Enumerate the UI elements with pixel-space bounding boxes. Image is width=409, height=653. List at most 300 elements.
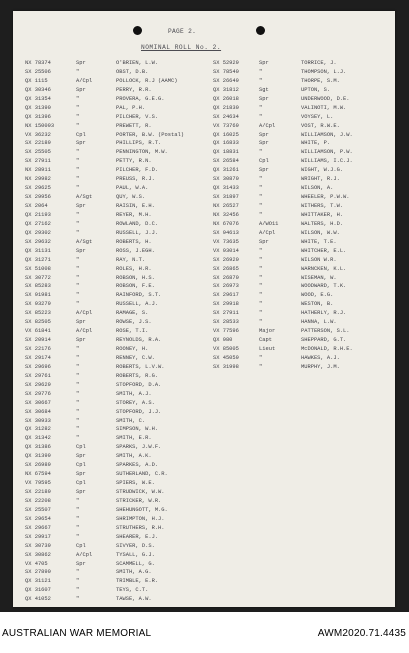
member-name: QUY, W.S. <box>116 194 146 201</box>
member-name: ROLES, H.R. <box>116 265 152 272</box>
roll-entry <box>213 274 391 283</box>
service-number: SX 24634 <box>213 113 239 120</box>
member-name: WHITCHER, E.L. <box>301 247 347 254</box>
service-number: NX 78374 <box>25 60 51 66</box>
service-number: SX 29617 <box>213 292 239 299</box>
roll-entry <box>25 354 201 363</box>
rank: Spr <box>259 131 269 138</box>
rank: A/WO11 <box>259 220 279 227</box>
member-name: PROVERA, G.E.G. <box>116 95 165 102</box>
member-name: ROSE, T.I. <box>116 328 149 335</box>
member-name: WISEMAN, W. <box>301 274 337 281</box>
roll-entry <box>25 202 201 211</box>
service-number: SX 27911 <box>25 158 51 165</box>
rank: " <box>259 185 263 192</box>
roll-entry <box>213 354 391 363</box>
roll-entry <box>213 86 391 95</box>
rank: " <box>259 211 263 218</box>
service-number: QX 31131 <box>25 247 51 254</box>
roll-entry <box>213 220 391 229</box>
service-number: QX 31354 <box>25 95 51 102</box>
roll-entry <box>213 318 391 327</box>
service-number: QX 31261 <box>213 167 239 174</box>
service-number: SX 91981 <box>25 292 51 299</box>
service-number: SX 28533 <box>213 319 239 326</box>
service-number: SX 22208 <box>25 497 51 504</box>
member-name: ROBSON, F.E. <box>116 283 155 290</box>
member-name: SPARKS, J.W.F. <box>116 444 162 451</box>
service-number: QX 31399 <box>25 453 51 460</box>
rank: " <box>259 283 263 290</box>
rank: A/Cpl <box>76 310 93 317</box>
roll-entry <box>25 300 201 309</box>
member-name: HANNA, L.W. <box>301 319 337 326</box>
member-name: PERRY, R.R. <box>116 86 152 93</box>
service-number: SX 25505 <box>25 149 51 156</box>
member-name: POLLOCK, R.J (AAMC) <box>116 77 178 84</box>
rank: " <box>76 167 80 174</box>
member-name: WILSON, A. <box>301 185 334 192</box>
rank: " <box>259 247 263 254</box>
service-number: SX 93279 <box>25 301 51 308</box>
roll-entry <box>25 399 201 408</box>
service-number: SX 30933 <box>25 417 51 424</box>
rank: " <box>76 569 80 576</box>
member-name: SUTHERLAND, C.R. <box>116 471 168 478</box>
member-name: THOMPSON, L.J. <box>301 68 347 75</box>
service-number: QX 980 <box>213 337 233 344</box>
member-name: TEYS, C.T. <box>116 587 149 594</box>
service-number: SX 29667 <box>25 524 51 531</box>
member-name: WIGHT, W.J.G. <box>301 167 344 174</box>
roll-entry <box>25 86 201 95</box>
rank: " <box>76 435 80 442</box>
member-name: SHEARER, E.J. <box>116 533 159 540</box>
rank: " <box>259 301 263 308</box>
footer-accession-number: AWM2020.71.4435 <box>317 628 406 639</box>
service-number: SX 78540 <box>213 68 239 75</box>
rank: " <box>76 524 80 531</box>
roll-entry <box>25 434 201 443</box>
roll-entry <box>25 560 201 569</box>
service-number: NX 26527 <box>213 203 239 209</box>
member-name: WHITTAKER, H. <box>301 211 344 218</box>
roll-entry <box>213 193 391 202</box>
rank: " <box>76 533 80 540</box>
member-name: PETTY, R.N. <box>116 158 152 165</box>
service-number: SX 30739 <box>25 542 51 549</box>
roll-entry <box>25 139 201 148</box>
roll-entry <box>213 247 391 256</box>
service-number: SX 29918 <box>213 301 239 308</box>
roll-entry <box>25 175 201 184</box>
service-number: SX 29776 <box>25 390 51 397</box>
roll-entry <box>25 363 201 372</box>
service-number: SX 26973 <box>213 283 239 290</box>
member-name: TORRICE, J. <box>301 60 337 66</box>
roll-entry <box>25 274 201 283</box>
member-name: ROWLAND, D.C. <box>116 220 159 227</box>
roll-entry <box>213 363 391 372</box>
rank: " <box>76 211 80 218</box>
rank: " <box>76 381 80 388</box>
service-number: QX 31271 <box>25 256 51 263</box>
service-number: VX 85005 <box>213 346 239 352</box>
rank: Spr <box>76 60 86 66</box>
roll-entry <box>25 104 201 113</box>
service-number: QX 31386 <box>25 444 51 451</box>
roll-entry <box>25 488 201 497</box>
service-number: NX 32456 <box>213 211 239 218</box>
rank: " <box>76 506 80 513</box>
roll-entry <box>25 568 201 577</box>
roll-entry <box>213 282 391 291</box>
page-number: PAGE 2. <box>168 28 197 35</box>
service-number: SX 94613 <box>213 229 239 236</box>
rank: " <box>76 497 80 504</box>
roll-entry <box>213 229 391 238</box>
service-number: SX 27890 <box>25 569 51 576</box>
rank: Spr <box>76 489 86 495</box>
rank: Cpl <box>76 480 86 487</box>
service-number: QX 31121 <box>25 578 51 585</box>
roll-entry <box>213 166 391 175</box>
member-name: SMITH, C. <box>116 417 146 424</box>
service-number: QX 31282 <box>25 426 51 433</box>
roll-entry <box>25 318 201 327</box>
member-name: WHITE, P. <box>301 140 331 147</box>
service-number: SX 26584 <box>213 158 239 165</box>
member-name: WILLIAMSON, P.W. <box>301 149 353 156</box>
service-number: NX 67594 <box>25 471 51 478</box>
member-name: TAWSE, A.W. <box>116 596 152 603</box>
roll-entry <box>25 229 201 238</box>
roll-entry <box>213 256 391 265</box>
rank: " <box>76 95 80 102</box>
rank: " <box>76 68 80 75</box>
roll-entry <box>25 595 201 604</box>
service-number: SX 26865 <box>213 265 239 272</box>
member-name: SMITH, A.G. <box>116 569 152 576</box>
rank: " <box>76 256 80 263</box>
roll-entry <box>25 542 201 551</box>
member-name: ROBERTS, H. <box>116 238 152 245</box>
service-number: VX 73769 <box>213 122 239 129</box>
roll-entry <box>213 59 391 68</box>
member-name: STRUTHERS, R.H. <box>116 524 165 531</box>
document-sheet <box>13 11 395 607</box>
service-number: SX 52929 <box>213 60 239 66</box>
roll-entry <box>25 77 201 86</box>
rank: " <box>259 265 263 272</box>
rank: " <box>76 390 80 397</box>
member-name: SHEPPARD, G.T. <box>301 337 347 344</box>
rank: " <box>259 292 263 299</box>
roll-entry <box>25 122 201 131</box>
member-name: PAUL, W.A. <box>116 185 149 192</box>
member-name: THORPE, S.M. <box>301 77 340 84</box>
roll-entry <box>213 336 391 345</box>
rank: " <box>76 220 80 227</box>
rank: Spr <box>76 471 86 478</box>
roll-entry <box>25 131 201 140</box>
roll-entry <box>213 175 391 184</box>
rank: Major <box>259 328 276 335</box>
roll-entry <box>25 461 201 470</box>
roll-entry <box>213 131 391 140</box>
rank: Spr <box>259 95 269 102</box>
service-number: QX 27162 <box>25 220 51 227</box>
footer-institution: AUSTRALIAN WAR MEMORIAL <box>2 628 152 639</box>
service-number: QX 21193 <box>25 211 51 218</box>
rank: " <box>259 256 263 263</box>
service-number: VX 4705 <box>25 560 48 567</box>
roll-entry <box>25 533 201 542</box>
rank: " <box>76 587 80 594</box>
member-name: REYER, M.H. <box>116 211 152 218</box>
roll-entry <box>213 238 391 247</box>
member-name: WILLIAMSON, J.W. <box>301 131 353 138</box>
service-number: SX 26870 <box>213 274 239 281</box>
member-name: PILCHER, F.D. <box>116 167 159 174</box>
service-number: SX 26649 <box>213 77 239 84</box>
roll-entry <box>25 372 201 381</box>
service-number: SX 29629 <box>25 381 51 388</box>
member-name: PAL, P.H. <box>116 104 146 111</box>
service-number: SX 45059 <box>213 354 239 361</box>
service-number: SX 26920 <box>213 256 239 263</box>
roll-entry <box>213 95 391 104</box>
rank: " <box>76 113 80 120</box>
member-name: SPIERS, W.E. <box>116 480 155 487</box>
service-number: QX 30346 <box>25 86 51 93</box>
member-name: WILLIAMS, I.C.J. <box>301 158 353 165</box>
punch-hole-left <box>133 26 142 35</box>
roll-entry <box>213 345 391 354</box>
rank: Capt <box>259 337 272 344</box>
roll-entry <box>25 282 201 291</box>
roll-entry <box>25 417 201 426</box>
service-number: VX 61841 <box>25 328 51 335</box>
rank: " <box>259 310 263 317</box>
member-name: WILSON, W.W. <box>301 229 340 236</box>
roll-entry <box>25 408 201 417</box>
service-number: SX 29696 <box>25 363 51 370</box>
rank: A/Cpl <box>76 77 93 84</box>
service-number: VX 93014 <box>213 247 239 254</box>
member-name: VOST, R.W.E. <box>301 122 340 129</box>
rank: " <box>76 265 80 272</box>
member-name: OBST, D.B. <box>116 68 149 75</box>
rank: " <box>259 149 263 156</box>
rank: " <box>76 158 80 165</box>
rank: " <box>259 68 263 75</box>
rank: " <box>76 372 80 379</box>
member-name: PREWETT, R. <box>116 122 152 129</box>
service-number: QX 26018 <box>213 95 239 102</box>
rank: " <box>259 176 263 183</box>
rank: A/Cpl <box>259 229 276 236</box>
roll-entry <box>25 390 201 399</box>
roll-entry <box>213 139 391 148</box>
member-name: VOYSEY, L. <box>301 113 334 120</box>
rank: A/Sgt <box>76 194 93 201</box>
member-name: HATHERLY, R.J. <box>301 310 347 317</box>
service-number: SX 2064 <box>25 203 48 209</box>
rank: " <box>76 596 80 603</box>
rank: A/Cpl <box>76 551 93 558</box>
rank: " <box>76 578 80 585</box>
rank: Spr <box>259 167 269 174</box>
rank: " <box>76 104 80 111</box>
punch-hole-right <box>256 26 265 35</box>
member-name: WOODWARD, T.K. <box>301 283 347 290</box>
member-name: SMITH, E.R. <box>116 435 152 442</box>
rank: " <box>259 203 263 209</box>
rank: " <box>259 319 263 326</box>
member-name: SHEHUNGOTT, M.G. <box>116 506 168 513</box>
service-number: QX 31607 <box>25 587 51 594</box>
service-number: SX 29632 <box>25 238 51 245</box>
roll-heading: NOMINAL ROLL No. 2. <box>141 44 222 51</box>
service-number: SX 30862 <box>25 551 51 558</box>
rank: " <box>76 363 80 370</box>
rank: Spr <box>76 453 86 460</box>
rank: Spr <box>76 337 86 344</box>
service-number: QX 29302 <box>25 229 51 236</box>
rank: Spr <box>259 140 269 147</box>
roll-entry <box>213 122 391 131</box>
service-number: QX 1115 <box>25 77 48 84</box>
member-name: UNDERWOOD, D.E. <box>301 95 350 102</box>
roll-entry <box>25 95 201 104</box>
roll-column-left <box>25 59 201 604</box>
member-name: PREUSS, R.J. <box>116 176 155 183</box>
member-name: PHILLIPS, R.T. <box>116 140 162 147</box>
member-name: RUSSELL, J.J. <box>116 229 159 236</box>
service-number: SX 31897 <box>213 194 239 201</box>
roll-entry <box>25 211 201 220</box>
rank: Spr <box>76 140 86 147</box>
roll-entry <box>213 265 391 274</box>
roll-entry <box>25 381 201 390</box>
roll-entry <box>25 59 201 68</box>
roll-entry <box>213 157 391 166</box>
service-number: NX 29982 <box>25 176 51 183</box>
rank: " <box>76 274 80 281</box>
service-number: NX 67076 <box>213 220 239 227</box>
roll-entry <box>25 497 201 506</box>
service-number: QX 31433 <box>213 185 239 192</box>
roll-entry <box>25 157 201 166</box>
member-name: McDONALD, R.H.E. <box>301 346 353 352</box>
roll-entry <box>213 68 391 77</box>
service-number: SX 30684 <box>25 408 51 415</box>
member-name: RAISIN, E.H. <box>116 203 155 209</box>
rank: " <box>259 274 263 281</box>
rank: " <box>259 354 263 361</box>
roll-entry <box>213 211 391 220</box>
service-number: QX 21830 <box>213 104 239 111</box>
rank: " <box>76 515 80 522</box>
service-number: SX 22189 <box>25 140 51 147</box>
member-name: WILSON W.R. <box>301 256 337 263</box>
member-name: HAWKES, A.J. <box>301 354 340 361</box>
service-number: NX 28911 <box>25 167 51 174</box>
service-number: SX 25507 <box>25 506 51 513</box>
roll-entry <box>25 425 201 434</box>
service-number: SX 29761 <box>25 372 51 379</box>
rank: Cpl <box>76 444 86 451</box>
service-number: QX 31396 <box>25 113 51 120</box>
service-number: SX 27911 <box>213 310 239 317</box>
rank: " <box>259 113 263 120</box>
service-number: SX 30772 <box>25 274 51 281</box>
roll-entry <box>25 506 201 515</box>
member-name: RUSSELL, A.J. <box>116 301 159 308</box>
service-number: SX 82505 <box>25 319 51 326</box>
roll-entry <box>25 327 201 336</box>
service-number: VX 77596 <box>213 328 239 335</box>
rank: Cpl <box>76 462 86 469</box>
rank: " <box>76 301 80 308</box>
roll-entry <box>25 220 201 229</box>
rank: " <box>76 283 80 290</box>
rank: " <box>76 122 80 129</box>
roll-entry <box>25 166 201 175</box>
service-number: SX 29956 <box>25 194 51 201</box>
service-number: SX 29174 <box>25 354 51 361</box>
member-name: SMITH, A.J. <box>116 390 152 397</box>
member-name: SIMPSON, W.H. <box>116 426 159 433</box>
footer-bar <box>0 612 409 653</box>
service-number: SX 30667 <box>25 399 51 406</box>
rank: Cpl <box>76 131 86 138</box>
roll-entry <box>213 300 391 309</box>
roll-entry <box>25 452 201 461</box>
service-number: QX 16025 <box>213 131 239 138</box>
member-name: WITHERS, T.W. <box>301 203 344 209</box>
service-number: QX 31812 <box>213 86 239 93</box>
service-number: QX 18831 <box>213 149 239 156</box>
roll-entry <box>213 309 391 318</box>
member-name: WOOD, E.G. <box>301 292 334 299</box>
rank: Cpl <box>259 158 269 165</box>
roll-entry <box>25 551 201 560</box>
roll-entry <box>213 202 391 211</box>
member-name: STOPFORD, J.J. <box>116 408 162 415</box>
rank: Lieut <box>259 346 276 352</box>
rank: " <box>259 363 263 370</box>
service-number: QX 41052 <box>25 596 51 603</box>
service-number: SX 85283 <box>25 283 51 290</box>
service-number: SX 29654 <box>25 515 51 522</box>
roll-entry <box>25 184 201 193</box>
member-name: STRUDWICK, W.W. <box>116 489 165 495</box>
member-name: PILCHER, V.S. <box>116 113 159 120</box>
rank: " <box>76 292 80 299</box>
service-number: VX 36232 <box>25 131 51 138</box>
member-name: TYSALL, G.J. <box>116 551 155 558</box>
roll-entry <box>25 577 201 586</box>
rank: " <box>76 229 80 236</box>
member-name: UPTON, S. <box>301 86 331 93</box>
member-name: PENNINGTON, M.W. <box>116 149 168 156</box>
rank: A/Cpl <box>259 122 276 129</box>
service-number: SX 85223 <box>25 310 51 317</box>
roll-entry <box>25 470 201 479</box>
member-name: ROWSE, J.S. <box>116 319 152 326</box>
